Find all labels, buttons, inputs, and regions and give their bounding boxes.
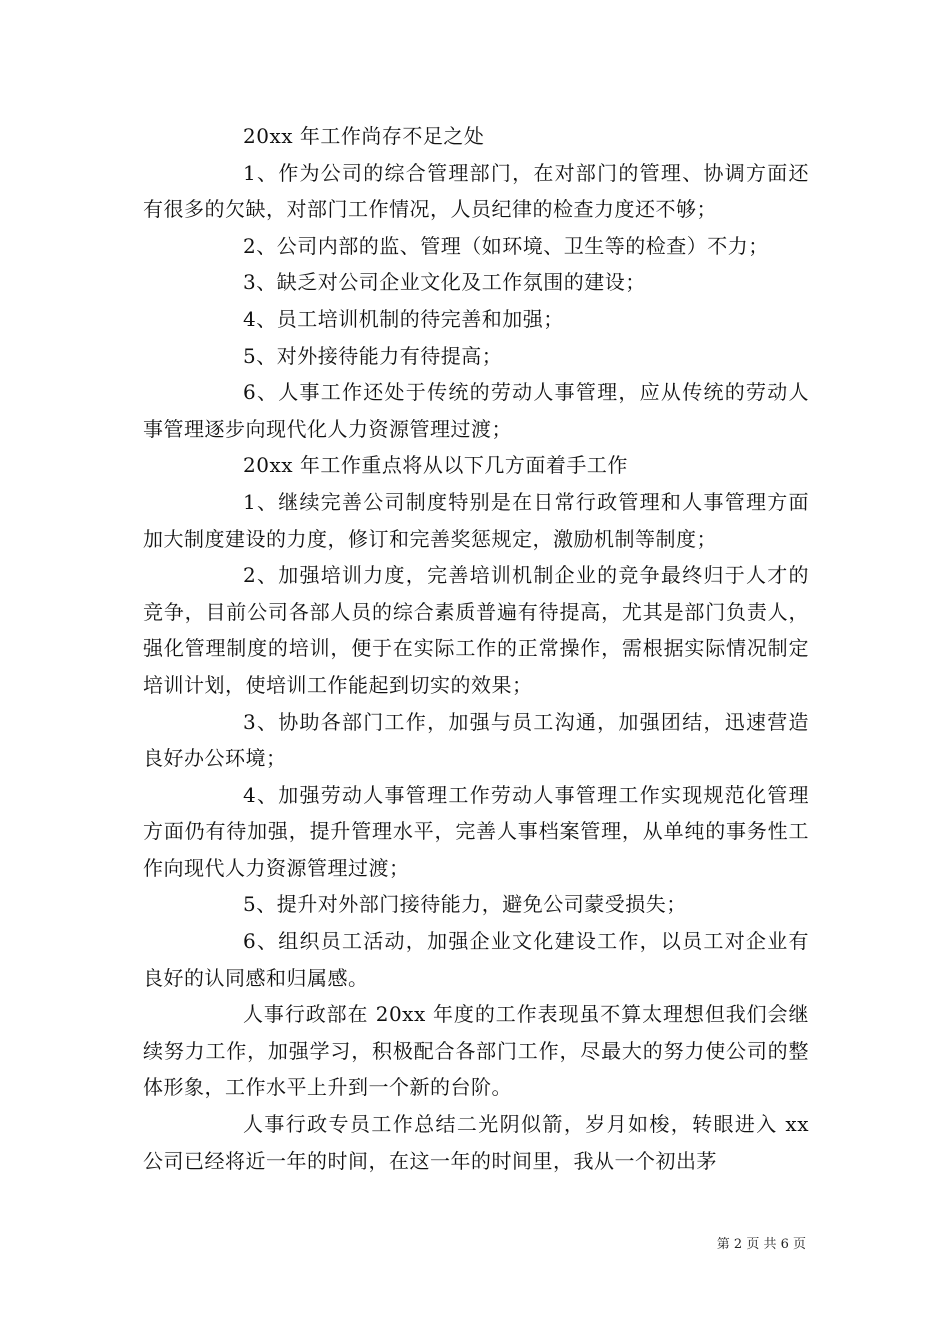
paragraph: 人事行政部在 20xx 年度的工作表现虽不算太理想但我们会继续努力工作，加强学习，积极配合各部门工作，尽最大的努力使公司的整体形象，工作水平上升到一个新的台阶。: [143, 1002, 809, 1100]
paragraph: 3、缺乏对公司企业文化及工作氛围的建设；: [243, 270, 646, 295]
paragraph: 5、提升对外部门接待能力，避免公司蒙受损失；: [243, 892, 687, 917]
paragraph: 6、人事工作还处于传统的劳动人事管理，应从传统的劳动人事管理逐步向现代化人力资源管理过渡；: [143, 380, 809, 441]
paragraph: 1、继续完善公司制度特别是在日常行政管理和人事管理方面加大制度建设的力度，修订和完善奖惩规定，激励机制等制度；: [143, 489, 809, 551]
paragraph: 3、协助各部门工作，加强与员工沟通，加强团结，迅速营造良好办公环境；: [143, 709, 809, 771]
paragraph: 20xx 年工作重点将从以下几方面着手工作: [243, 453, 628, 478]
document-body: [143, 118, 809, 1179]
paragraph: 4、加强劳动人事管理工作劳动人事管理工作实现规范化管理方面仍有待加强，提升管理水平，完善人事档案管理，从单纯的事务性工作向现代人力资源管理过渡；: [143, 782, 809, 880]
page-number: 第 2 页 共 6 页: [716, 1237, 806, 1252]
paragraph: 1、作为公司的综合管理部门，在对部门的管理、协调方面还有很多的欠缺，对部门工作情况，人员纪律的检查力度还不够；: [143, 160, 809, 222]
paragraph: 2、加强培训力度，完善培训机制企业的竞争最终归于人才的竞争，目前公司各部人员的综合素质普遍有待提高，尤其是部门负责人，强化管理制度的培训，便于在实际工作的正常操作，需根据实际情况制定培训计划，使培训工作能起到切实的效果；: [143, 563, 809, 697]
paragraph: 6、组织员工活动，加强企业文化建设工作，以员工对企业有良好的认同感和归属感。: [143, 929, 809, 990]
paragraph: 4、员工培训机制的待完善和加强；: [243, 306, 564, 331]
paragraph: 人事行政专员工作总结二光阴似箭，岁月如梭，转眼进入 xx 公司已经将近一年的时间，在这一年的时间里，我从一个初出茅: [143, 1112, 809, 1173]
paragraph: 20xx 年工作尚存不足之处: [243, 124, 485, 148]
paragraph: 5、对外接待能力有待提高；: [243, 343, 503, 368]
paragraph: 2、公司内部的监、管理（如环境、卫生等的检查）不力；: [243, 233, 769, 258]
